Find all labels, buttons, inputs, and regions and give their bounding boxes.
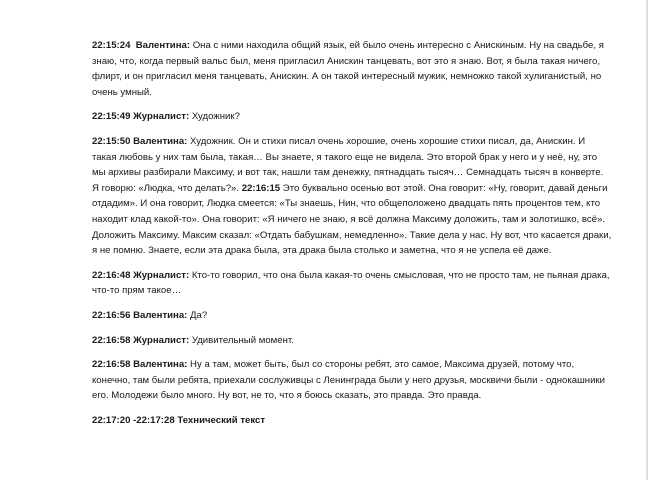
timestamp: 22:16:58 — [92, 334, 131, 346]
speaker-label: Валентина: — [133, 309, 188, 321]
paragraph-text: Удивительный момент. — [191, 334, 294, 346]
speaker-label: Журналист: — [133, 334, 190, 346]
transcript-paragraph — [92, 38, 612, 100]
paragraph-text: Художник. Он и стихи писал очень хорошие, очень хорошие стихи писал, да, Анискин. И такая любовь у них там была, такая… Вы знаете, я такого еще не видела. Это второй брак у него и у неё, ну, это мы архивы разбирали Максиму, и вот так, нашли там денежку, пятнадцать тысяч… Семнадцать тысяч в конверте. Я говорю: «Людка, что делать?». — [92, 135, 604, 194]
timestamp: 22:16:58 — [92, 359, 131, 371]
paragraph-text: Художник? — [191, 111, 240, 123]
timestamp: 22:16:15 — [241, 182, 281, 194]
speaker-label: Технический текст — [177, 414, 266, 426]
transcript-paragraph — [92, 413, 612, 429]
speaker-label: Валентина: — [135, 40, 191, 51]
transcript-paragraph — [92, 333, 612, 349]
speaker-label: Валентина: — [133, 359, 188, 371]
timestamp: 22:16:56 — [92, 309, 131, 321]
timestamp: 22:17:20 -22:17:28 — [92, 414, 175, 426]
transcript-paragraph — [92, 109, 612, 125]
timestamp: 22:15:24 — [92, 40, 131, 51]
paragraph-text: Это буквально осенью вот этой. Она говорит: «Ну, говорит, давай деньги отдадим». И она говорит, Людка смеется: «Ты знаешь, Нин, что общеположено двадцать пять процентов тем, кто находит клад какой-то». Она говорит: «Я ничего не знаю, я всё должна Максиму доложить, там и золотишко, всё». Доложить Максиму. Максим сказал: «Отдать бабушкам, немедленно». Такие дела у нас. Ну вот, что касается драки, я не помню. Знаете, если эта драка была, эта драка была столько и заметна, что я не успела её даже. — [92, 182, 612, 257]
speaker-label: Журналист: — [133, 111, 190, 123]
timestamp: 22:16:48 — [92, 269, 131, 281]
transcript-paragraph — [92, 134, 612, 259]
speaker-label: Валентина: — [133, 135, 188, 147]
transcript-paragraph — [92, 357, 612, 404]
speaker-label: Журналист: — [133, 269, 190, 281]
paragraph-text: Да? — [190, 309, 208, 321]
timestamp: 22:15:49 — [92, 111, 131, 123]
paragraph-text: Она с ними находила общий язык, ей было очень интересно с Анискиным. Ну на свадьбе, я знаю, что, когда первый вальс был, меня пригласил Анискин танцевать, вот это я знаю. Вот, я была такая ничего, флирт, и он пригласил меня танцевать, Анискин. А он такой интересный мужик, немножко такой хулиганистый, но очень умный. — [92, 40, 604, 98]
transcript — [92, 38, 612, 437]
transcript-paragraph — [92, 268, 612, 299]
paragraph-text: Ну а там, может быть, был со стороны ребят, это самое, Максима друзей, потому что, конечно, там были ребята, приехали сослуживцы с Ленинграда были у него друзья, москвичи были - однокашники его. Молодежи было много. Ну вот, не то, что я боюсь сказать, это правда. Это правда. — [92, 359, 605, 402]
transcript-paragraph — [92, 308, 612, 324]
paragraph-text: Кто-то говорил, что она была какая-то очень смысловая, что не просто там, не пьяная драка, что-то прям такое… — [92, 269, 610, 297]
timestamp: 22:15:50 — [92, 135, 131, 147]
